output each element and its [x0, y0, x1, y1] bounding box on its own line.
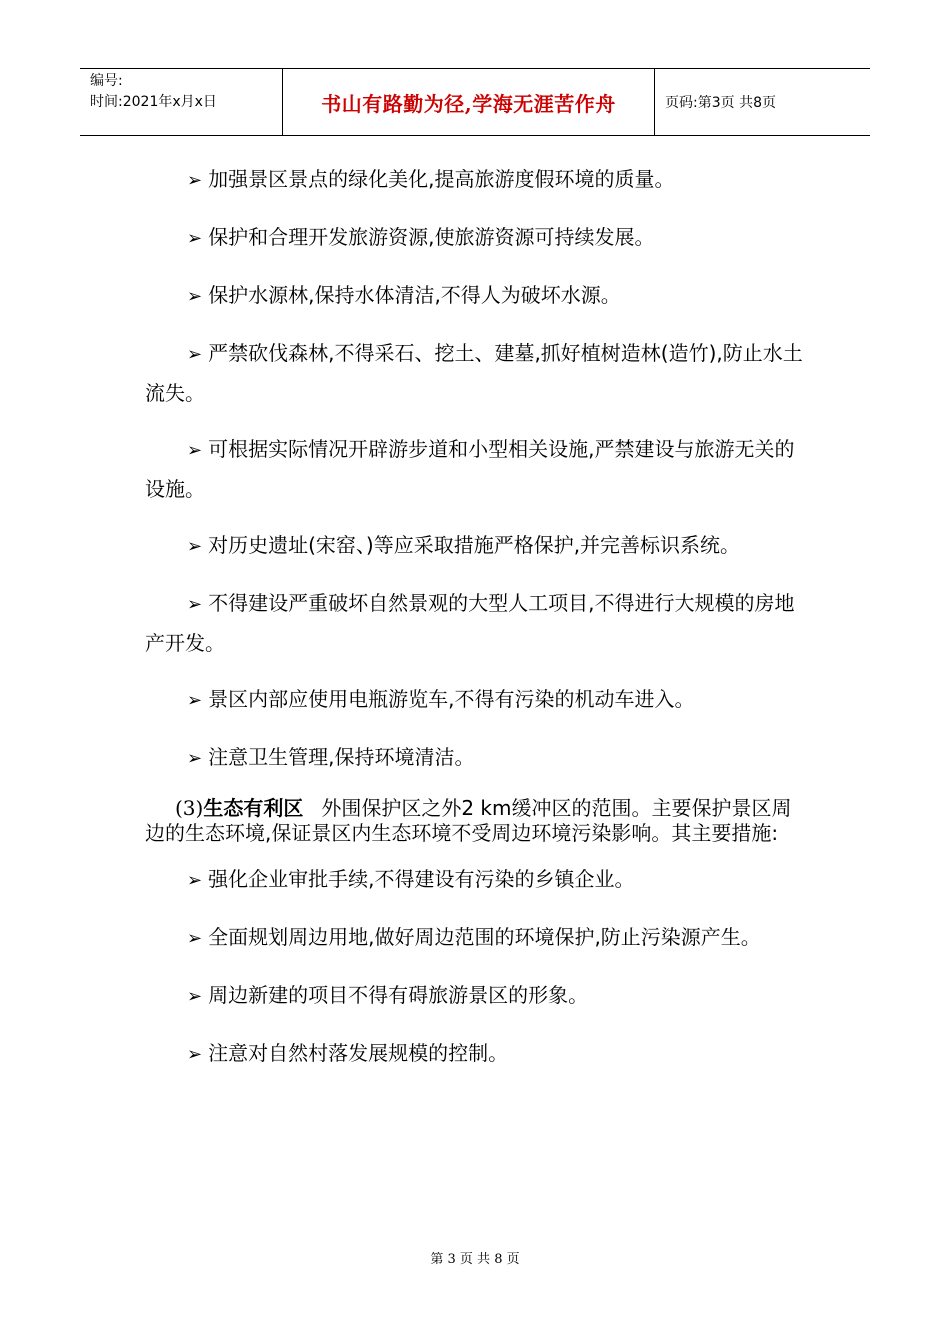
section-number: (3) — [175, 796, 204, 820]
bullet-item — [145, 430, 810, 508]
bullet-text: 保护和合理开发旅游资源,使旅游资源可持续发展。 — [208, 225, 655, 249]
bullet-item — [145, 526, 810, 566]
bullet-text: 加强景区景点的绿化美化,提高旅游度假环境的质量。 — [208, 167, 675, 191]
bullet-item — [145, 976, 810, 1016]
motto: 书山有路勤为径,学海无涯苦作舟 — [321, 91, 616, 116]
header-motto-cell — [283, 69, 655, 135]
bullet-list-a — [145, 160, 810, 778]
bullet-item — [145, 584, 810, 662]
bullet-list-b — [145, 860, 810, 1074]
bullet-item — [145, 1034, 810, 1074]
page-label: 页码:第3页 共8页 — [665, 95, 776, 111]
arrow-bullet-icon: ➢ — [187, 286, 203, 307]
header-page-cell — [655, 69, 870, 135]
arrow-bullet-icon: ➢ — [187, 690, 203, 711]
page-header — [80, 68, 870, 136]
section-3 — [145, 796, 810, 846]
bullet-item — [145, 160, 810, 200]
number-label: 编号: — [90, 73, 123, 89]
arrow-bullet-icon: ➢ — [187, 594, 203, 615]
bullet-text: 不得建设严重破坏自然景观的大型人工项目,不得进行大规模的房地产开发。 — [145, 591, 795, 655]
bullet-item — [145, 276, 810, 316]
date-label: 时间:2021年x月x日 — [90, 94, 217, 110]
bullet-item — [145, 860, 810, 900]
arrow-bullet-icon: ➢ — [187, 440, 203, 461]
arrow-bullet-icon: ➢ — [187, 228, 203, 249]
bullet-text: 周边新建的项目不得有碍旅游景区的形象。 — [208, 983, 589, 1007]
page-footer: 第 3 页 共 8 页 — [430, 1252, 520, 1267]
bullet-text: 强化企业审批手续,不得建设有污染的乡镇企业。 — [208, 867, 635, 891]
bullet-text: 景区内部应使用电瓶游览车,不得有污染的机动车进入。 — [208, 687, 695, 711]
section-text: 外围保护区之外2 km缓冲区的范围。主要保护景区周边的生态环境,保证景区内生态环境不受周边环境污染影响。其主要措施: — [145, 796, 792, 845]
arrow-bullet-icon: ➢ — [187, 536, 203, 557]
section-term: 生态有利区 — [203, 796, 304, 820]
arrow-bullet-icon: ➢ — [187, 870, 203, 891]
bullet-text: 全面规划周边用地,做好周边范围的环境保护,防止污染源产生。 — [208, 925, 761, 949]
bullet-text: 注意对自然村落发展规模的控制。 — [208, 1041, 509, 1065]
header-meta — [80, 69, 283, 135]
arrow-bullet-icon: ➢ — [187, 344, 203, 365]
bullet-text: 注意卫生管理,保持环境清洁。 — [208, 745, 475, 769]
arrow-bullet-icon: ➢ — [187, 170, 203, 191]
bullet-item — [145, 218, 810, 258]
arrow-bullet-icon: ➢ — [187, 1044, 203, 1065]
bullet-text: 对历史遗址(宋窑、)等应采取措施严格保护,并完善标识系统。 — [208, 533, 741, 557]
bullet-text: 可根据实际情况开辟游步道和小型相关设施,严禁建设与旅游无关的设施。 — [145, 437, 795, 501]
bullet-item — [145, 334, 810, 412]
bullet-text: 保护水源林,保持水体清洁,不得人为破坏水源。 — [208, 283, 621, 307]
bullet-item — [145, 680, 810, 720]
arrow-bullet-icon: ➢ — [187, 928, 203, 949]
bullet-item — [145, 738, 810, 778]
arrow-bullet-icon: ➢ — [187, 748, 203, 769]
document-body — [145, 160, 810, 1092]
bullet-text: 严禁砍伐森林,不得采石、挖土、建墓,抓好植树造林(造竹),防止水土流失。 — [145, 341, 803, 405]
arrow-bullet-icon: ➢ — [187, 986, 203, 1007]
bullet-item — [145, 918, 810, 958]
